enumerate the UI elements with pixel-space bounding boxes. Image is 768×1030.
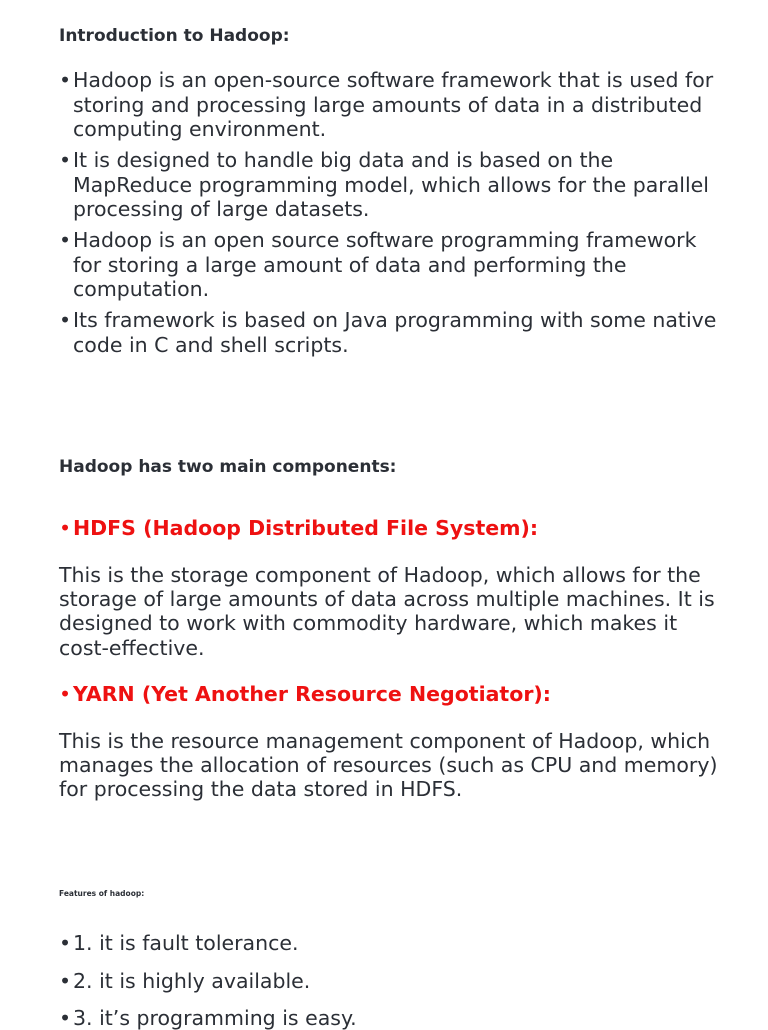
bullet-dot-icon: • xyxy=(59,682,72,706)
hdfs-description: This is the storage component of Hadoop, which allows for the storage of large amounts of data across multiple machines. It is designed to work with commodity hardware, which makes it cost-effective. xyxy=(59,563,715,660)
intro-bullet-item xyxy=(59,68,719,142)
intro-bullet-item xyxy=(59,308,719,357)
bullet-dot-icon: • xyxy=(59,516,72,540)
hdfs-heading-text: HDFS (Hadoop Distributed File System): xyxy=(73,516,539,540)
intro-bullet-text: Its framework is based on Java programming with some native code in C and shell scripts. xyxy=(73,308,717,357)
bullet-dot-icon: • xyxy=(59,148,72,172)
bullet-dot-icon: • xyxy=(59,931,72,955)
feature-item xyxy=(59,1006,357,1030)
yarn-description: This is the resource management component of Hadoop, which manages the allocation of resources (such as CPU and memory) for processing the data stored in HDFS. xyxy=(59,729,718,802)
bullet-dot-icon: • xyxy=(59,228,72,252)
feature-item xyxy=(59,931,299,955)
intro-bullet-item xyxy=(59,148,719,222)
features-heading: Features of hadoop: xyxy=(59,889,145,898)
yarn-heading xyxy=(59,682,551,706)
intro-bullet-item xyxy=(59,228,719,302)
feature-item-text: 2. it is highly available. xyxy=(73,969,311,993)
feature-item-text: 1. it is fault tolerance. xyxy=(73,931,299,955)
intro-bullet-list xyxy=(59,68,719,364)
intro-bullet-text: Hadoop is an open source software programming framework for storing a large amount of data and performing the computation. xyxy=(73,228,697,301)
feature-item xyxy=(59,969,310,993)
bullet-dot-icon: • xyxy=(59,969,72,993)
intro-bullet-text: Hadoop is an open-source software framework that is used for storing and processing large amounts of data in a distributed computing environment. xyxy=(73,68,714,141)
hdfs-heading xyxy=(59,516,538,540)
intro-heading: Introduction to Hadoop: xyxy=(59,26,290,46)
feature-item-text: 3. it’s programming is easy. xyxy=(73,1006,357,1030)
yarn-heading-text: YARN (Yet Another Resource Negotiator): xyxy=(73,682,551,706)
bullet-dot-icon: • xyxy=(59,68,72,92)
components-heading: Hadoop has two main components: xyxy=(59,457,397,477)
intro-bullet-text: It is designed to handle big data and is based on the MapReduce programming model, which allows for the parallel processing of large datasets. xyxy=(73,148,709,221)
bullet-dot-icon: • xyxy=(59,1006,72,1030)
bullet-dot-icon: • xyxy=(59,308,72,332)
